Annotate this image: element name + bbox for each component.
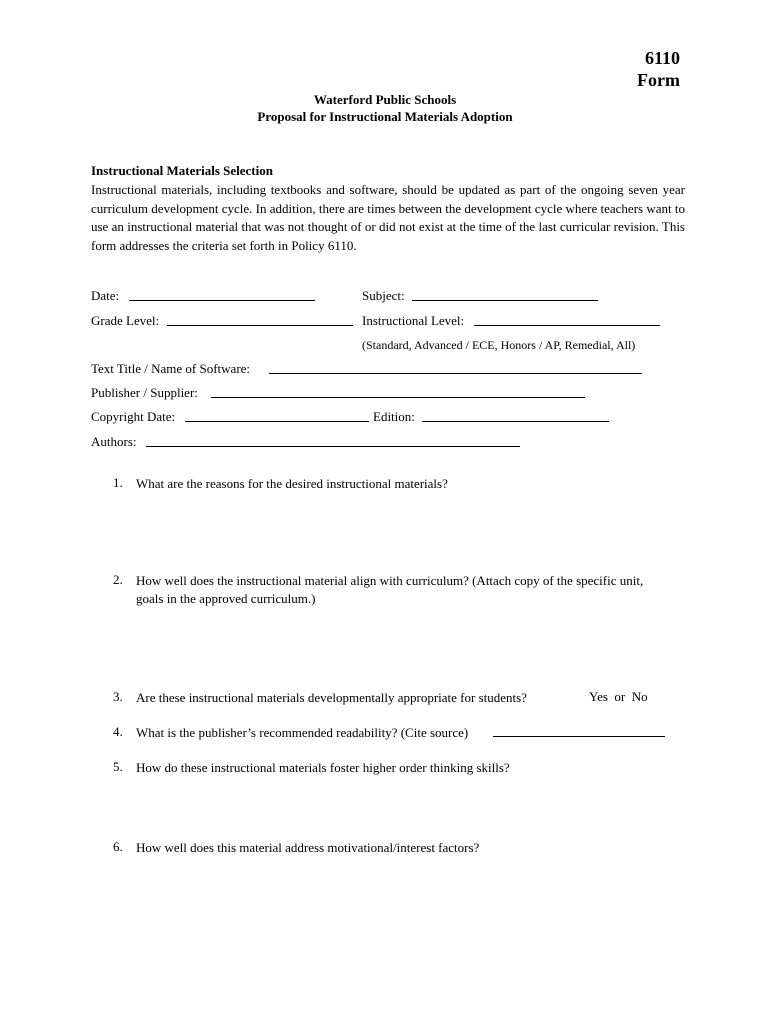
subject-field[interactable]: [412, 300, 598, 301]
publisher-field[interactable]: [211, 397, 585, 398]
edition-field[interactable]: [422, 421, 609, 422]
policy-number: 6110: [644, 48, 680, 68]
title-field[interactable]: [269, 373, 642, 374]
section-heading: Instructional Materials Selection: [91, 163, 273, 178]
readability-field[interactable]: [493, 736, 665, 737]
question-number: 3.: [113, 689, 123, 704]
question-text: How well does the instructional material align with curriculum? (Attach copy of the specific unit,: [136, 573, 644, 588]
instructional-level-options: (Standard, Advanced / ECE, Honors / AP, Remedial, All): [362, 338, 636, 352]
grade-level-label: Grade Level:: [91, 313, 160, 328]
section-paragraph: Instructional materials, including textbooks and software, should be updated as part of the ongoing seven year curriculum development cycle. In addition, there are times between the development cycle where teachers want to use an instructional material that was not thought of or did not exist at the time of the last curricular revision. This form addresses the criteria set forth in Policy 6110.: [91, 182, 685, 253]
question-text: How well does this material address motivational/interest factors?: [136, 840, 480, 855]
authors-label: Authors:: [91, 434, 137, 449]
title-label: Text Title / Name of Software:: [91, 361, 251, 376]
copyright-date-label: Copyright Date:: [91, 409, 176, 424]
edition-label: Edition:: [373, 409, 415, 424]
subject-label: Subject:: [362, 288, 405, 303]
question-text: What is the publisher’s recommended readability? (Cite source): [136, 725, 469, 740]
instructional-level-label: Instructional Level:: [362, 313, 465, 328]
question-text: How do these instructional materials foster higher order thinking skills?: [136, 760, 510, 775]
date-label: Date:: [91, 288, 120, 303]
question-number: 2.: [113, 572, 123, 587]
form-title: Proposal for Instructional Materials Adoption: [257, 109, 513, 124]
question-number: 6.: [113, 839, 123, 854]
instructional-level-field[interactable]: [474, 325, 660, 326]
publisher-label: Publisher / Supplier:: [91, 385, 198, 400]
question-number: 5.: [113, 759, 123, 774]
question-text-continued: goals in the approved curriculum.): [136, 591, 316, 606]
question-text: What are the reasons for the desired instructional materials?: [136, 476, 448, 491]
form-label: Form: [637, 70, 680, 90]
question-number: 1.: [113, 475, 123, 490]
date-field[interactable]: [129, 300, 315, 301]
authors-field[interactable]: [146, 446, 520, 447]
school-name: Waterford Public Schools: [313, 92, 457, 107]
question-text: Are these instructional materials developmentally appropriate for students?: [136, 690, 527, 705]
copyright-date-field[interactable]: [185, 421, 369, 422]
question-number: 4.: [113, 724, 123, 739]
grade-level-field[interactable]: [167, 325, 353, 326]
yes-no-options[interactable]: Yes or No: [589, 689, 648, 704]
